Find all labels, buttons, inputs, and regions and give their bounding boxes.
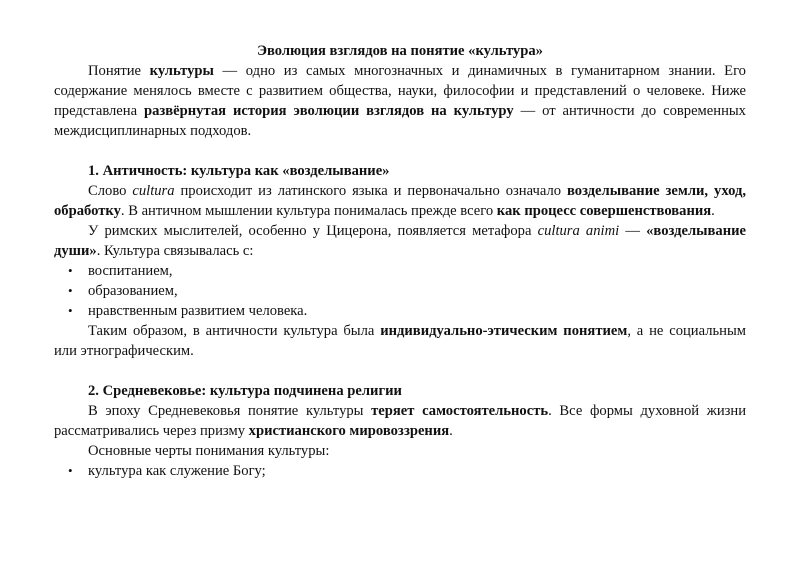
antiquity-paragraph-1 — [54, 181, 746, 221]
paragraph-text: Слово — [88, 183, 133, 199]
section-heading-antiquity: 1. Античность: культура как «возделывание» — [88, 163, 390, 179]
paragraph-text: — — [619, 223, 647, 239]
list-item — [54, 261, 746, 281]
middle-ages-paragraph-1 — [54, 401, 746, 441]
paragraph-text: . — [711, 203, 715, 219]
document-title: Эволюция взглядов на понятие «культура» — [257, 43, 543, 59]
list-item — [54, 281, 746, 301]
bullet-icon: • — [68, 283, 73, 298]
paragraph-text: В эпоху Средневековья понятие культуры — [88, 403, 372, 419]
list-item-text: образованием, — [88, 283, 178, 299]
bold-phrase: как процесс совершенствования — [496, 203, 712, 219]
paragraph-text: . — [449, 423, 453, 439]
intro-bold-term: культуры — [149, 63, 214, 79]
antiquity-bullet-list — [54, 261, 746, 321]
intro-text: — от античности до современных междисциплинарных подходов. — [54, 103, 746, 139]
latin-term: cultura animi — [537, 223, 620, 239]
paragraph-text: . Культура связывалась с: — [96, 243, 254, 259]
bold-phrase: «возделывание души» — [54, 223, 746, 259]
intro-paragraph — [54, 61, 746, 141]
paragraph-text: Таким образом, в античности культура была — [88, 323, 381, 339]
bullet-icon: • — [68, 463, 73, 478]
section-heading-middle-ages: 2. Средневековье: культура подчинена религии — [88, 383, 402, 399]
list-item-text: воспитанием, — [88, 263, 173, 279]
bold-phrase: возделывание земли, уход, обработку — [54, 183, 746, 219]
intro-bold-phrase: развёрнутая история эволюции взглядов на культуру — [144, 103, 514, 119]
middle-ages-paragraph-2: Основные черты понимания культуры: — [88, 443, 330, 459]
list-item — [54, 301, 746, 321]
antiquity-paragraph-3 — [54, 321, 746, 361]
middle-ages-bullet-list — [54, 461, 746, 481]
intro-text: — одно из самых многозначных и динамичных в гуманитарном знании. Его содержание менялось вместе с развитием общества, науки, философии и представлений о человеке. Ниже представлена — [54, 63, 746, 119]
paragraph-text: происходит из латинского языка и первоначально означало — [174, 183, 567, 199]
paragraph-text: У римских мыслителей, особенно у Цицерона, появляется метафора — [88, 223, 538, 239]
intro-text: Понятие — [88, 63, 150, 79]
bullet-icon: • — [68, 303, 73, 318]
bold-phrase: христианского мировоззрения — [248, 423, 450, 439]
bold-phrase: индивидуально-этическим понятием — [380, 323, 628, 339]
latin-term: cultura — [132, 183, 175, 199]
bold-phrase: теряет самостоятельность — [371, 403, 549, 419]
paragraph-text: , а не социальным или этнографическим. — [54, 323, 747, 359]
bullet-icon: • — [68, 263, 73, 278]
list-item-text: нравственным развитием человека. — [88, 303, 308, 319]
antiquity-paragraph-2 — [54, 221, 746, 261]
paragraph-text: . Все формы духовной жизни рассматривались через призму — [54, 403, 747, 439]
paragraph-text: . В античном мышлении культура понималась прежде всего — [120, 203, 497, 219]
list-item — [54, 461, 746, 481]
list-item-text: культура как служение Богу; — [88, 463, 266, 479]
